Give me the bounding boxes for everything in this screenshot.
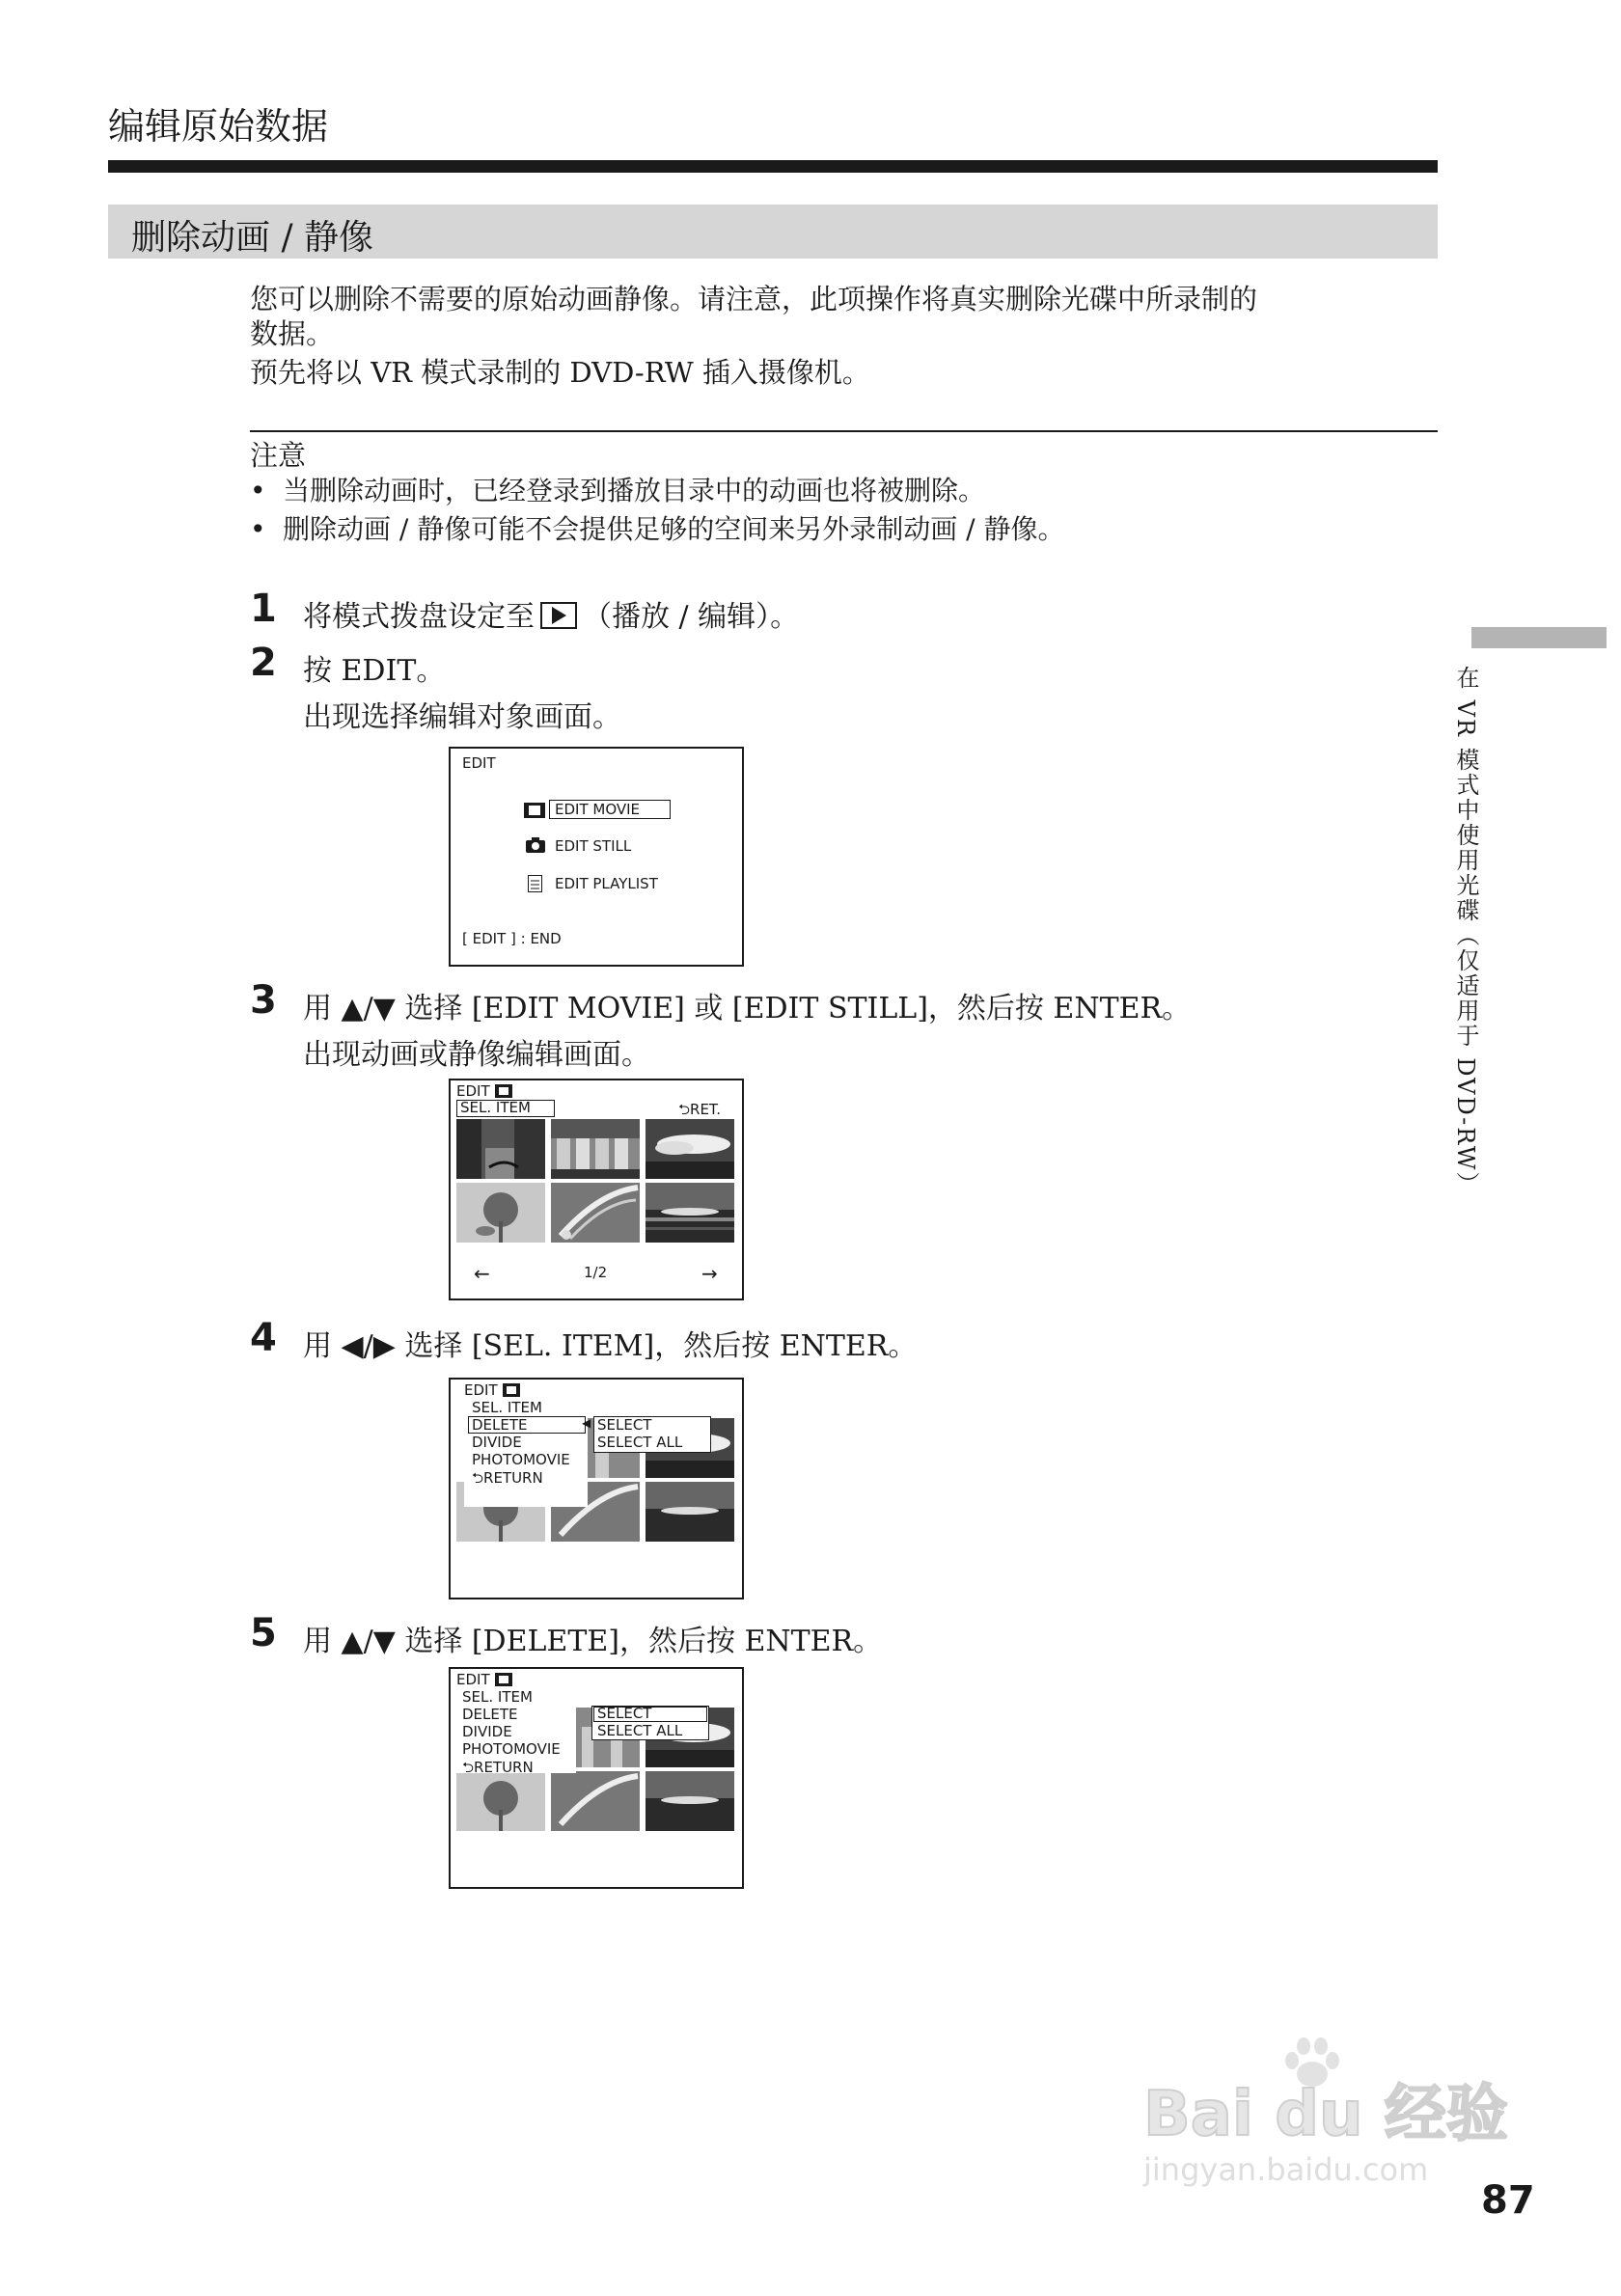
screen4-submenu-select-all: SELECT ALL (597, 1722, 683, 1739)
prev-page-arrow-icon: ← (474, 1262, 490, 1285)
screen4-menu-sel-item: SEL. ITEM (462, 1688, 533, 1706)
screen4-menu-divide: DIVIDE (462, 1723, 512, 1740)
note-bullet-text: 当删除动画时，已经登录到播放目录中的动画也将被删除。 (283, 475, 986, 506)
submenu-arrow-icon: ◀ (582, 1416, 591, 1430)
note-bullet-1 (250, 473, 985, 509)
screen4-menu-return (462, 1758, 534, 1782)
thumbnail-fountain (551, 1119, 640, 1179)
film-icon (495, 1673, 512, 1686)
step-5-text: 用 ▲/▼ 选择 [DELETE]，然后按 ENTER。 (303, 1625, 883, 1658)
page-number: 87 (1481, 2178, 1535, 2223)
screen2-ret-label: RET. (690, 1101, 722, 1118)
header-rule (108, 160, 1438, 173)
bullet-dot: • (250, 475, 266, 506)
thumbnail-venice (456, 1119, 545, 1179)
screen4-menu-photomovie: PHOTOMOVIE (462, 1740, 561, 1758)
screen1-title: EDIT (462, 754, 496, 772)
section-title: 编辑原始数据 (108, 105, 329, 148)
return-icon: ⮌ (472, 1469, 484, 1487)
screen3-menu-delete: DELETE (472, 1416, 528, 1434)
screen2-title: EDIT (456, 1082, 490, 1100)
thumbnail-sunset (646, 1771, 734, 1831)
screen-delete-submenu (449, 1667, 744, 1889)
playlist-icon (528, 875, 542, 892)
watermark-logo: Bai du 经验 (1143, 2079, 1508, 2150)
note-title: 注意 (250, 439, 307, 472)
screen-thumbnail-index (449, 1079, 744, 1300)
step-4-text: 用 ◀/▶ 选择 [SEL. ITEM]，然后按 ENTER。 (303, 1329, 918, 1363)
screen3-menu-photomovie: PHOTOMOVIE (472, 1451, 570, 1468)
screen-edit-submenu (449, 1378, 744, 1599)
subheading-bar (108, 205, 1438, 259)
screen4-menu-delete: DELETE (462, 1706, 518, 1723)
screen2-sel-item: SEL. ITEM (460, 1099, 531, 1116)
next-page-arrow-icon: → (701, 1262, 718, 1285)
subheading-title: 删除动画 / 静像 (131, 218, 374, 258)
watermark-url: jingyan.baidu.com (1143, 2151, 1429, 2188)
intro-line-1: 您可以删除不需要的原始动画静像。请注意，此项操作将真实删除光碟中所录制的 (250, 283, 1258, 315)
step-2-text: 按 EDIT。 (303, 654, 446, 688)
screen3-submenu-select-all: SELECT ALL (597, 1434, 683, 1451)
screen3-submenu-select: SELECT (597, 1416, 652, 1434)
screen-edit-menu (449, 747, 744, 967)
film-icon (495, 1084, 512, 1098)
step-1-number: 1 (250, 587, 277, 631)
bullet-dot: • (250, 513, 266, 545)
step-2-subtext: 出现选择编辑对象画面。 (303, 700, 621, 734)
note-rule (250, 430, 1438, 432)
step-3-subtext: 出现动画或静像编辑画面。 (303, 1038, 650, 1072)
screen3-menu-return (472, 1468, 543, 1492)
step-1-text-before: 将模式拨盘设定至 (303, 600, 535, 634)
play-icon (540, 602, 577, 629)
screen3-menu-divide: DIVIDE (472, 1434, 522, 1451)
thumbnail-feather (551, 1183, 640, 1243)
film-icon (524, 803, 545, 818)
side-tab-label: 在 VR 模式中使用光碟（仅适用于 DVD-RW） (1452, 666, 1479, 1197)
screen4-submenu-select: SELECT (597, 1705, 652, 1722)
film-icon (503, 1383, 520, 1397)
side-tab-bar (1471, 627, 1607, 648)
thumbnail-clouds (646, 1119, 734, 1179)
step-5-number: 5 (250, 1611, 277, 1655)
step-4-number: 4 (250, 1316, 277, 1360)
step-1-text (303, 592, 799, 635)
step-1-text-after: （播放 / 编辑）。 (583, 600, 800, 634)
thumbnail-feather (551, 1771, 640, 1831)
screen1-item-playlist: EDIT PLAYLIST (555, 875, 658, 892)
return-icon: ⮌ (462, 1759, 475, 1776)
intro-line-2: 数据。 (250, 317, 335, 350)
screen4-menu-return-label: RETURN (474, 1759, 534, 1776)
note-bullet-text: 删除动画 / 静像可能不会提供足够的空间来另外录制动画 / 静像。 (283, 513, 1065, 545)
thumbnail-flower (456, 1183, 545, 1243)
screen1-footer: [ EDIT ] : END (462, 930, 562, 947)
screen3-menu-return-label: RETURN (483, 1469, 543, 1487)
camera-icon (526, 837, 545, 853)
screen3-menu-sel-item: SEL. ITEM (472, 1399, 542, 1416)
intro-line-3: 预先将以 VR 模式录制的 DVD-RW 插入摄像机。 (250, 356, 870, 389)
step-2-number: 2 (250, 641, 277, 685)
thumbnail-sunset (646, 1482, 734, 1542)
return-icon: ⮌ (678, 1101, 691, 1118)
step-3-number: 3 (250, 978, 277, 1023)
note-bullet-2 (250, 511, 1064, 548)
screen3-title: EDIT (464, 1381, 498, 1399)
step-3-text: 用 ▲/▼ 选择 [EDIT MOVIE] 或 [EDIT STILL]，然后按 ENTER。 (303, 992, 1192, 1025)
screen1-item-movie: EDIT MOVIE (555, 801, 641, 818)
screen4-title: EDIT (456, 1671, 490, 1688)
screen2-page: 1/2 (584, 1264, 608, 1281)
screen1-item-still: EDIT STILL (555, 837, 632, 855)
thumbnail-sunset (646, 1183, 734, 1243)
